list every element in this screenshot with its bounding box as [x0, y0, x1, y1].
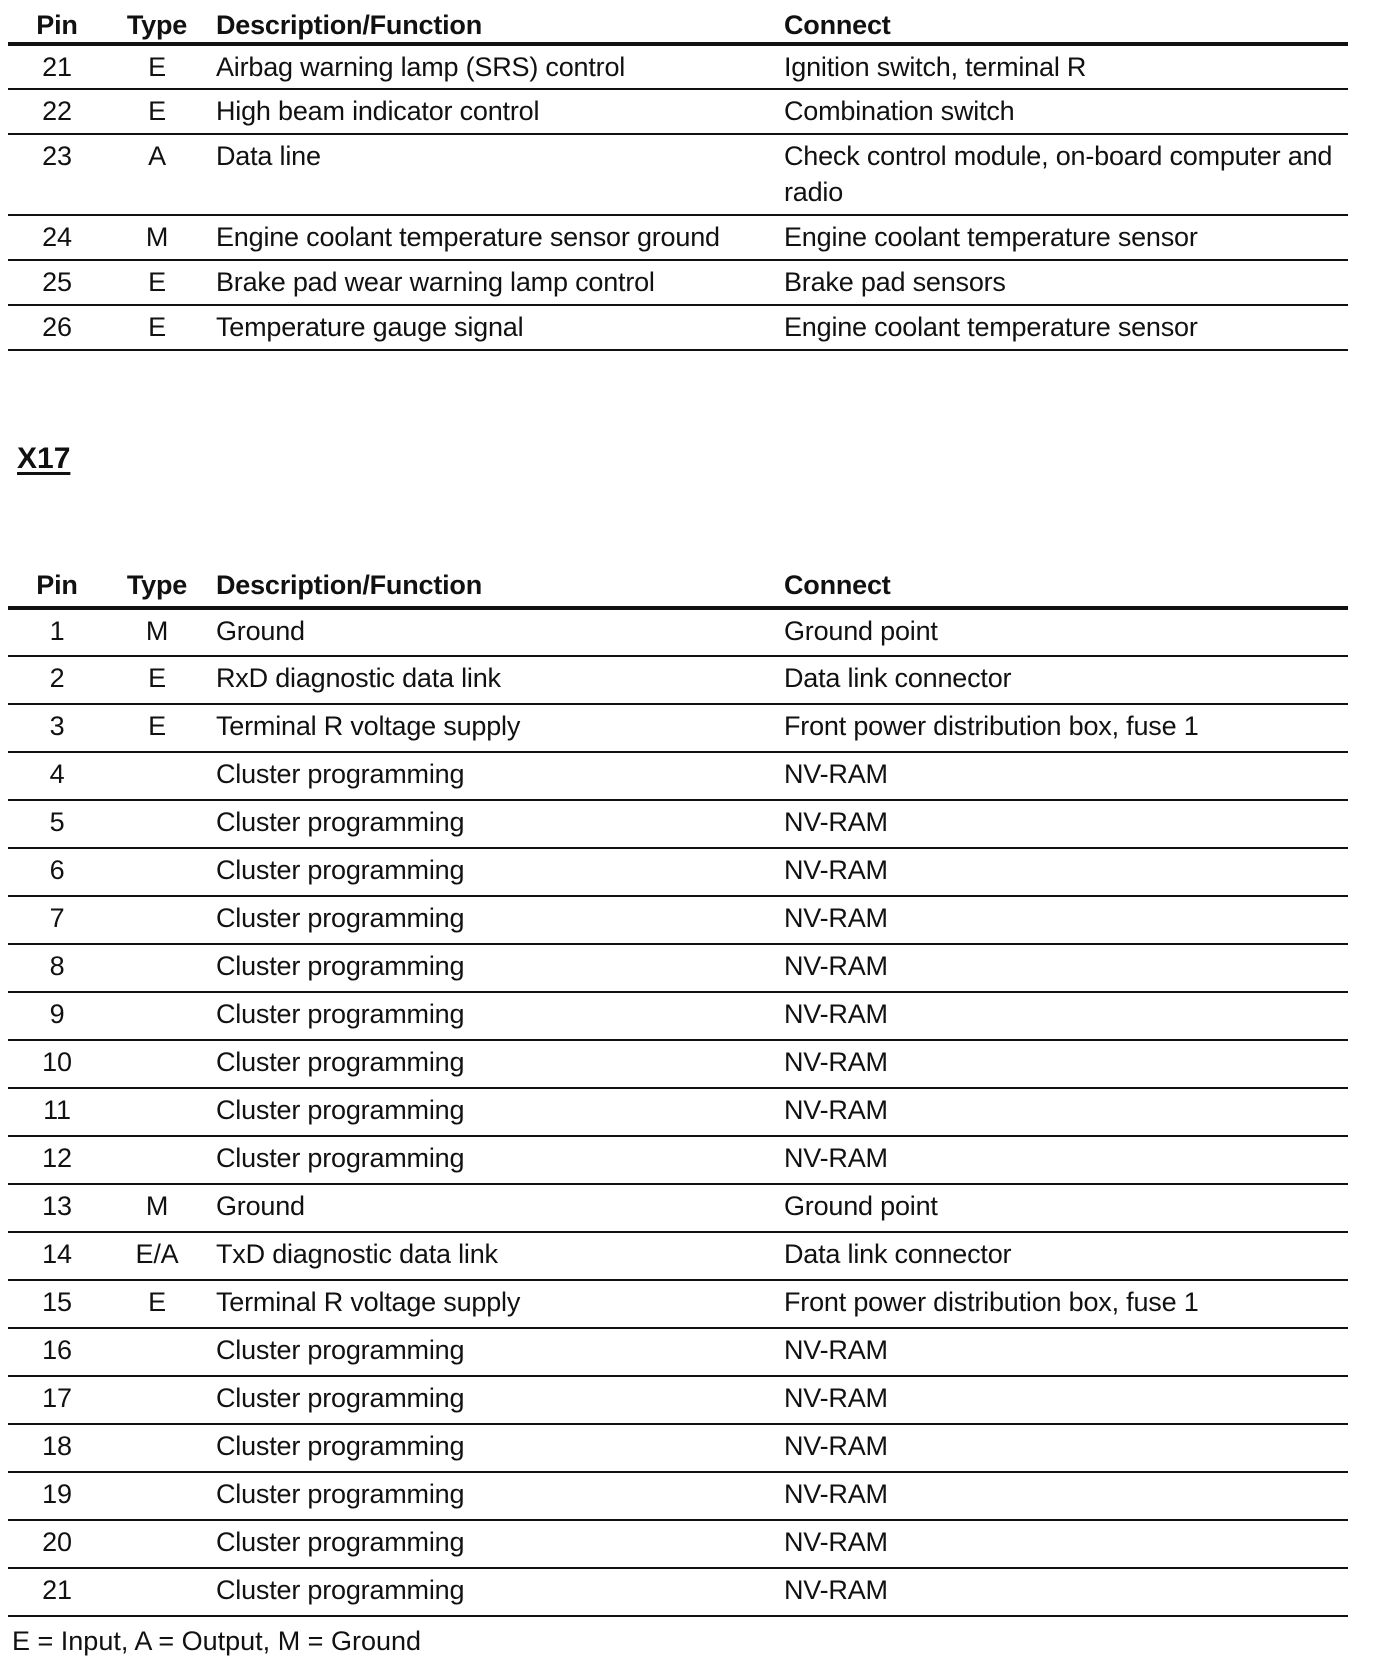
- column-header-pin: Pin: [8, 550, 106, 608]
- cell-pin: 12: [8, 1136, 106, 1184]
- cell-pin: 5: [8, 800, 106, 848]
- cell-connect: Engine coolant temperature sensor: [776, 305, 1348, 350]
- cell-type: [106, 848, 208, 896]
- table-row: [8, 1568, 1348, 1616]
- cell-description: Cluster programming: [208, 992, 776, 1040]
- cell-pin: 9: [8, 992, 106, 1040]
- cell-pin: 15: [8, 1280, 106, 1328]
- cell-description: TxD diagnostic data link: [208, 1232, 776, 1280]
- table-row: [8, 1232, 1348, 1280]
- cell-pin: 13: [8, 1184, 106, 1232]
- table-row: [8, 215, 1348, 260]
- cell-pin: 24: [8, 215, 106, 260]
- cell-type: [106, 1040, 208, 1088]
- cell-connect: NV-RAM: [776, 944, 1348, 992]
- cell-type: E: [106, 44, 208, 89]
- cell-type: [106, 1136, 208, 1184]
- cell-pin: 21: [8, 44, 106, 89]
- cell-pin: 11: [8, 1088, 106, 1136]
- table-row: [8, 1472, 1348, 1520]
- cell-connect: Data link connector: [776, 656, 1348, 704]
- cell-pin: 8: [8, 944, 106, 992]
- pin-table-x17: [8, 550, 1348, 1617]
- cell-connect: Ground point: [776, 1184, 1348, 1232]
- table-row: [8, 992, 1348, 1040]
- cell-type: [106, 944, 208, 992]
- table-body: [8, 608, 1348, 1616]
- cell-connect: Front power distribution box, fuse 1: [776, 704, 1348, 752]
- cell-connect: Ground point: [776, 608, 1348, 656]
- cell-type: A: [106, 134, 208, 215]
- cell-description: Cluster programming: [208, 896, 776, 944]
- cell-description: Cluster programming: [208, 752, 776, 800]
- cell-connect: NV-RAM: [776, 800, 1348, 848]
- cell-pin: 1: [8, 608, 106, 656]
- cell-description: Brake pad wear warning lamp control: [208, 260, 776, 305]
- cell-type: E: [106, 260, 208, 305]
- cell-pin: 25: [8, 260, 106, 305]
- table-row: [8, 608, 1348, 656]
- cell-description: Terminal R voltage supply: [208, 704, 776, 752]
- cell-connect: Check control module, on-board computer and radio: [776, 134, 1348, 215]
- table-row: [8, 656, 1348, 704]
- cell-description: Ground: [208, 608, 776, 656]
- cell-connect: NV-RAM: [776, 1424, 1348, 1472]
- cell-pin: 4: [8, 752, 106, 800]
- cell-description: Cluster programming: [208, 1472, 776, 1520]
- cell-connect: NV-RAM: [776, 1088, 1348, 1136]
- column-header-connect: Connect: [776, 0, 1348, 44]
- table-body: [8, 44, 1348, 350]
- cell-connect: Data link connector: [776, 1232, 1348, 1280]
- cell-description: Cluster programming: [208, 1040, 776, 1088]
- cell-type: [106, 1328, 208, 1376]
- table-row: [8, 1184, 1348, 1232]
- cell-description: Data line: [208, 134, 776, 215]
- cell-connect: NV-RAM: [776, 752, 1348, 800]
- cell-description: Cluster programming: [208, 1520, 776, 1568]
- cell-description: Cluster programming: [208, 1568, 776, 1616]
- cell-type: [106, 1376, 208, 1424]
- cell-description: Airbag warning lamp (SRS) control: [208, 44, 776, 89]
- table-row: [8, 1520, 1348, 1568]
- cell-pin: 2: [8, 656, 106, 704]
- type-legend: E = Input, A = Output, M = Ground: [12, 1626, 422, 1656]
- table-row: [8, 848, 1348, 896]
- table-row: [8, 1376, 1348, 1424]
- cell-connect: NV-RAM: [776, 992, 1348, 1040]
- cell-connect: Combination switch: [776, 89, 1348, 134]
- table-row: [8, 896, 1348, 944]
- cell-description: High beam indicator control: [208, 89, 776, 134]
- cell-connect: NV-RAM: [776, 1328, 1348, 1376]
- cell-type: [106, 800, 208, 848]
- table-row: [8, 134, 1348, 215]
- cell-type: [106, 752, 208, 800]
- cell-type: [106, 1088, 208, 1136]
- cell-description: Cluster programming: [208, 1328, 776, 1376]
- column-header-connect: Connect: [776, 550, 1348, 608]
- cell-connect: NV-RAM: [776, 1520, 1348, 1568]
- cell-type: E: [106, 89, 208, 134]
- cell-description: RxD diagnostic data link: [208, 656, 776, 704]
- cell-type: M: [106, 215, 208, 260]
- column-header-description: Description/Function: [208, 0, 776, 44]
- cell-description: Cluster programming: [208, 1088, 776, 1136]
- cell-type: [106, 1424, 208, 1472]
- section-title-x17: X17: [17, 442, 71, 475]
- column-header-type: Type: [106, 0, 208, 44]
- table-row: [8, 1328, 1348, 1376]
- table-row: [8, 44, 1348, 89]
- cell-pin: 6: [8, 848, 106, 896]
- cell-type: [106, 992, 208, 1040]
- cell-pin: 19: [8, 1472, 106, 1520]
- cell-pin: 17: [8, 1376, 106, 1424]
- table-row: [8, 1424, 1348, 1472]
- column-header-type: Type: [106, 550, 208, 608]
- pin-table-top: [8, 0, 1348, 351]
- table-row: [8, 704, 1348, 752]
- cell-type: E: [106, 704, 208, 752]
- cell-connect: Brake pad sensors: [776, 260, 1348, 305]
- table-row: [8, 1280, 1348, 1328]
- cell-type: E: [106, 1280, 208, 1328]
- cell-description: Engine coolant temperature sensor ground: [208, 215, 776, 260]
- cell-type: E: [106, 305, 208, 350]
- cell-connect: NV-RAM: [776, 896, 1348, 944]
- cell-pin: 21: [8, 1568, 106, 1616]
- column-header-description: Description/Function: [208, 550, 776, 608]
- table-row: [8, 944, 1348, 992]
- cell-description: Cluster programming: [208, 1136, 776, 1184]
- table-row: [8, 1136, 1348, 1184]
- cell-type: M: [106, 1184, 208, 1232]
- cell-connect: NV-RAM: [776, 1472, 1348, 1520]
- cell-connect: NV-RAM: [776, 1136, 1348, 1184]
- cell-description: Terminal R voltage supply: [208, 1280, 776, 1328]
- cell-type: E/A: [106, 1232, 208, 1280]
- cell-description: Ground: [208, 1184, 776, 1232]
- cell-connect: NV-RAM: [776, 1376, 1348, 1424]
- cell-pin: 10: [8, 1040, 106, 1088]
- cell-description: Cluster programming: [208, 1376, 776, 1424]
- cell-type: E: [106, 656, 208, 704]
- cell-pin: 7: [8, 896, 106, 944]
- table-header-row: [8, 0, 1348, 44]
- table-row: [8, 800, 1348, 848]
- cell-type: [106, 1568, 208, 1616]
- table-row: [8, 89, 1348, 134]
- cell-connect: Ignition switch, terminal R: [776, 44, 1348, 89]
- cell-pin: 20: [8, 1520, 106, 1568]
- cell-type: [106, 1520, 208, 1568]
- cell-pin: 26: [8, 305, 106, 350]
- cell-connect: NV-RAM: [776, 1040, 1348, 1088]
- cell-connect: Engine coolant temperature sensor: [776, 215, 1348, 260]
- table-row: [8, 1040, 1348, 1088]
- cell-type: [106, 1472, 208, 1520]
- cell-description: Temperature gauge signal: [208, 305, 776, 350]
- column-header-pin: Pin: [8, 0, 106, 44]
- cell-connect: NV-RAM: [776, 848, 1348, 896]
- cell-pin: 14: [8, 1232, 106, 1280]
- cell-pin: 22: [8, 89, 106, 134]
- cell-type: [106, 896, 208, 944]
- cell-pin: 3: [8, 704, 106, 752]
- cell-description: Cluster programming: [208, 848, 776, 896]
- cell-connect: Front power distribution box, fuse 1: [776, 1280, 1348, 1328]
- table-header-row: [8, 550, 1348, 608]
- cell-pin: 16: [8, 1328, 106, 1376]
- table-row: [8, 752, 1348, 800]
- cell-type: M: [106, 608, 208, 656]
- cell-description: Cluster programming: [208, 1424, 776, 1472]
- cell-description: Cluster programming: [208, 800, 776, 848]
- cell-description: Cluster programming: [208, 944, 776, 992]
- table-row: [8, 305, 1348, 350]
- table-row: [8, 260, 1348, 305]
- table-row: [8, 1088, 1348, 1136]
- cell-pin: 18: [8, 1424, 106, 1472]
- cell-pin: 23: [8, 134, 106, 215]
- cell-connect: NV-RAM: [776, 1568, 1348, 1616]
